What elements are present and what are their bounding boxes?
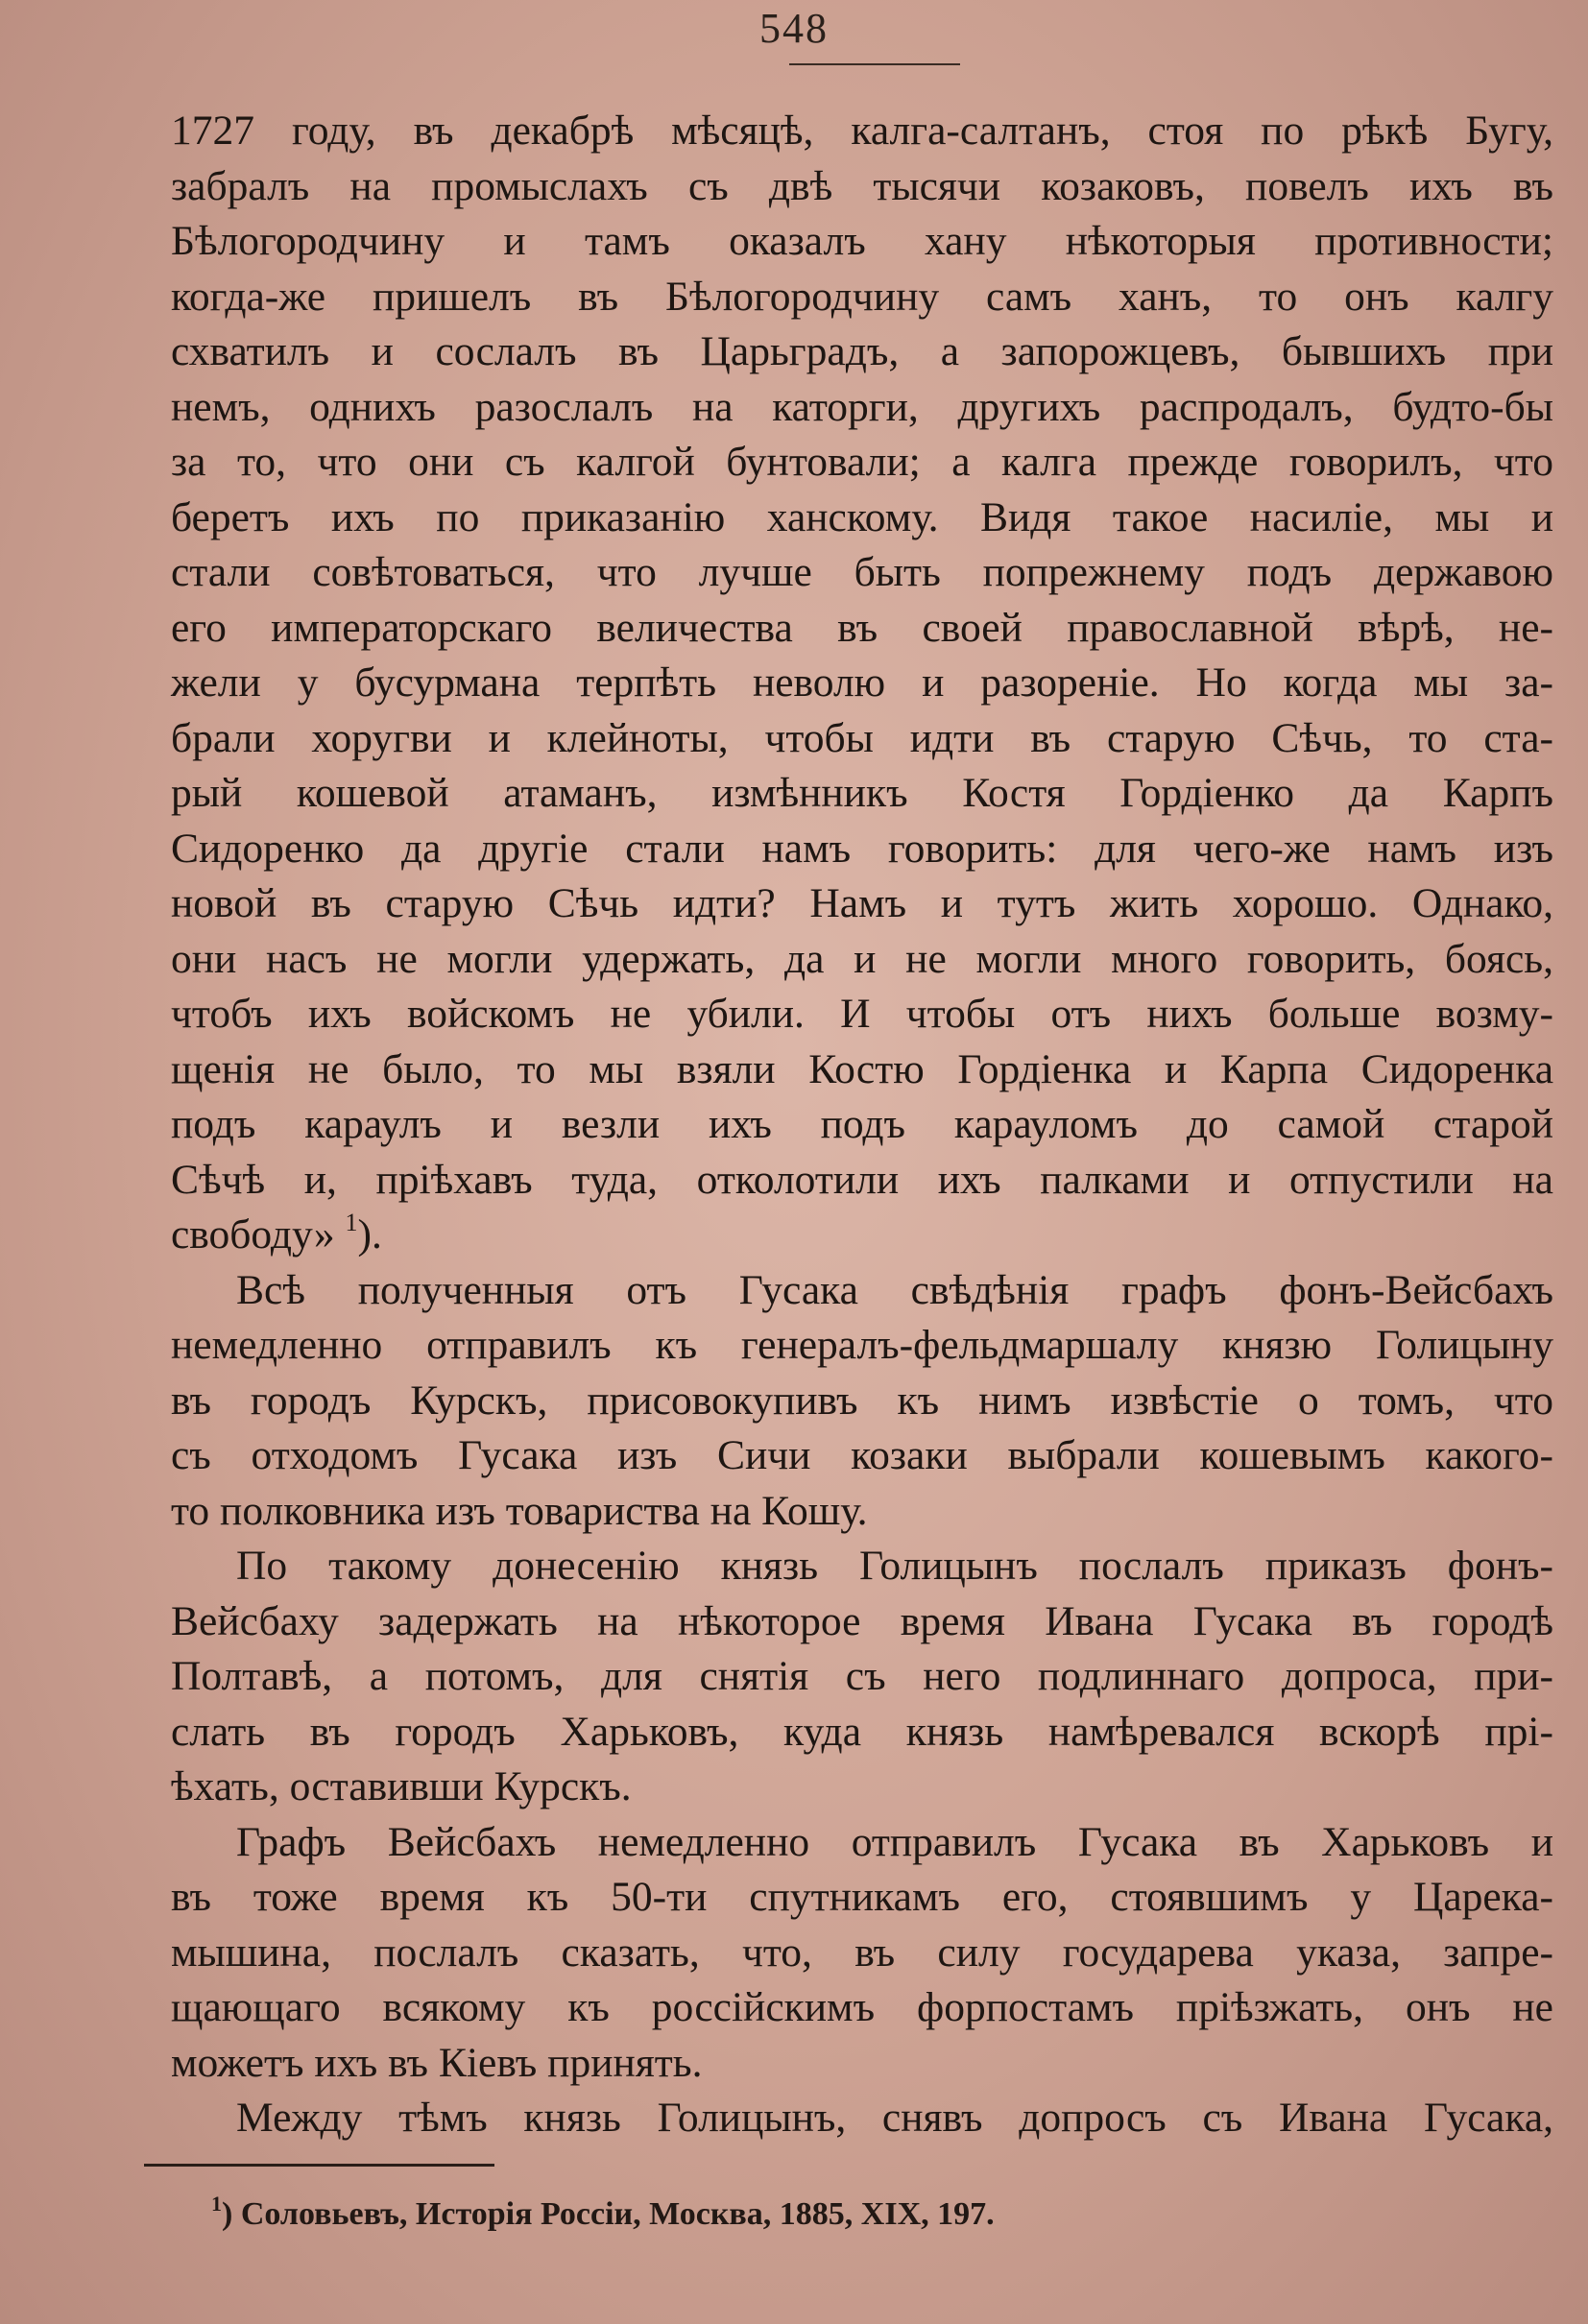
body-text	[171, 104, 1553, 2146]
line-text: забралъ на промыслахъ съ двѣ тысячи козаковъ, повелъ ихъ въ	[171, 162, 1553, 209]
line-text: они насъ не могли удержать, да и не могли много говорить, боясь,	[171, 935, 1553, 982]
text-line	[171, 656, 1553, 711]
line-text: ѣхать, оставивши Курскъ.	[171, 1763, 632, 1809]
text-line	[171, 270, 1553, 325]
text-line	[171, 1760, 1553, 1815]
line-text: Сѣчѣ и, пріѣхавъ туда, отколотили ихъ палками и отпустили на	[171, 1156, 1553, 1203]
line-text: беретъ ихъ по приказанію ханскому. Видя такое насиліе, мы и	[171, 493, 1553, 540]
line-text: Сидоренко да другіе стали намъ говорить: для чего-же намъ изъ	[171, 825, 1553, 872]
text-line	[171, 766, 1553, 822]
footnote	[211, 2191, 1555, 2239]
text-line	[171, 1428, 1553, 1484]
line-text: щенія не было, то мы взяли Костю Гордіенка и Карпа Сидоренка	[171, 1045, 1553, 1092]
line-text: можетъ ихъ въ Кіевъ принять.	[171, 2039, 703, 2086]
line-text: Графъ Вейсбахъ немедленно отправилъ Гусака въ Харьковъ и	[236, 1818, 1553, 1865]
text-line	[171, 1539, 1553, 1594]
text-line	[171, 435, 1553, 491]
text-line	[171, 601, 1553, 657]
text-line	[171, 159, 1553, 215]
line-text: мышина, послалъ сказать, что, въ силу государева указа, запре-	[171, 1929, 1553, 1976]
line-text: свободу»	[171, 1211, 335, 1258]
text-line	[171, 1153, 1553, 1209]
line-text: Бѣлогородчину и тамъ оказалъ хану нѣкоторыя противности;	[171, 218, 1553, 264]
text-line	[171, 380, 1553, 436]
text-line	[171, 1263, 1553, 1319]
line-text: его императорскаго величества въ своей православной вѣрѣ, не-	[171, 604, 1553, 651]
line-text: новой въ старую Сѣчь идти? Намъ и тутъ жить хорошо. Однако,	[171, 880, 1553, 926]
text-line	[171, 1649, 1553, 1705]
text-line	[171, 2036, 1553, 2092]
line-text: немедленно отправилъ къ генералъ-фельдмаршалу князю Голицыну	[171, 1322, 1553, 1368]
text-line	[171, 1870, 1553, 1926]
text-line	[171, 2091, 1553, 2146]
page-number: 548	[759, 5, 829, 52]
line-text: жели у бусурмана терпѣть неволю и разореніе. Но когда мы за-	[171, 659, 1553, 706]
line-text: подъ караулъ и везли ихъ подъ карауломъ до самой старой	[171, 1101, 1553, 1147]
text-line	[171, 1980, 1553, 2036]
text-line	[171, 1374, 1553, 1429]
line-text: Всѣ полученныя отъ Гусака свѣдѣнія графъ фонъ-Вейсбахъ	[236, 1266, 1553, 1313]
line-text: брали хоругви и клейноты, чтобы идти въ старую Сѣчь, то ста-	[171, 714, 1553, 761]
footnote-rule	[144, 2164, 494, 2167]
text-line	[171, 104, 1553, 159]
line-text: съ отходомъ Гусака изъ Сичи козаки выбрали кошевымъ какого-	[171, 1432, 1553, 1478]
line-text: то полковника изъ товариства на Кошу.	[171, 1487, 868, 1534]
line-text: рый кошевой атаманъ, измѣнникъ Костя Гордіенко да Карпъ	[171, 770, 1553, 816]
text-line	[171, 1097, 1553, 1153]
text-line	[171, 1042, 1553, 1098]
text-line	[171, 324, 1553, 380]
line-text: По такому донесенію князь Голицынъ послалъ приказъ фонъ-	[236, 1543, 1553, 1589]
line-text: немъ, однихъ разослалъ на каторги, другихъ распродалъ, будто-бы	[171, 383, 1553, 430]
line-text: чтобъ ихъ войскомъ не убили. И чтобы отъ нихъ больше возму-	[171, 991, 1553, 1037]
text-line	[171, 491, 1553, 546]
text-line	[171, 932, 1553, 988]
text-line	[171, 545, 1553, 601]
footnote-text: ) Соловьевъ, Исторія Россіи, Москва, 1885, XIX, 197.	[222, 2196, 995, 2232]
line-text: за то, что они съ калгой бунтовали; а калга прежде говорилъ, что	[171, 439, 1553, 485]
line-text: схватилъ и сослалъ въ Царьградъ, а запорожцевъ, бывшихъ при	[171, 328, 1553, 374]
text-line	[171, 1705, 1553, 1761]
text-line	[171, 1815, 1553, 1871]
line-text: стали совѣтоваться, что лучше быть попрежнему подъ державою	[171, 549, 1553, 595]
text-line	[171, 1594, 1553, 1650]
text-line	[171, 876, 1553, 932]
line-text: Между тѣмъ князь Голицынъ, снявъ допросъ съ Ивана Гусака,	[236, 2095, 1553, 2141]
text-line	[171, 822, 1553, 877]
text-line	[171, 1926, 1553, 1981]
footnote-mark: 1	[211, 2192, 222, 2216]
line-text: когда-же пришелъ въ Бѣлогородчину самъ ханъ, то онъ калгу	[171, 273, 1553, 320]
line-text: въ городъ Курскъ, присовокупивъ къ нимъ извѣстіе о томъ, что	[171, 1377, 1553, 1424]
footnote-reference: 1	[345, 1209, 358, 1236]
header-rule	[789, 63, 960, 65]
text-line	[171, 711, 1553, 767]
line-text: Вейсбаху задержать на нѣкоторое время Ивана Гусака въ городѣ	[171, 1597, 1553, 1644]
text-line	[171, 1208, 1553, 1263]
line-text: слать въ городъ Харьковъ, куда князь намѣревался вскорѣ прі-	[171, 1708, 1553, 1755]
text-line	[171, 1318, 1553, 1374]
line-text: щающаго всякому къ россійскимъ форпостамъ пріѣзжать, онъ не	[171, 1984, 1553, 2030]
line-text: 1727 году, въ декабрѣ мѣсяцѣ, калга-салтанъ, стоя по рѣкѣ Бугу,	[171, 108, 1553, 154]
line-text: Полтавѣ, а потомъ, для снятія съ него подлиннаго допроса, при-	[171, 1653, 1553, 1699]
line-text: въ тоже время къ 50-ти спутникамъ его, стоявшимъ у Царека-	[171, 1874, 1553, 1920]
line-text-after: ).	[357, 1211, 382, 1258]
text-line	[171, 1484, 1553, 1540]
text-line	[171, 214, 1553, 270]
text-line	[171, 987, 1553, 1042]
